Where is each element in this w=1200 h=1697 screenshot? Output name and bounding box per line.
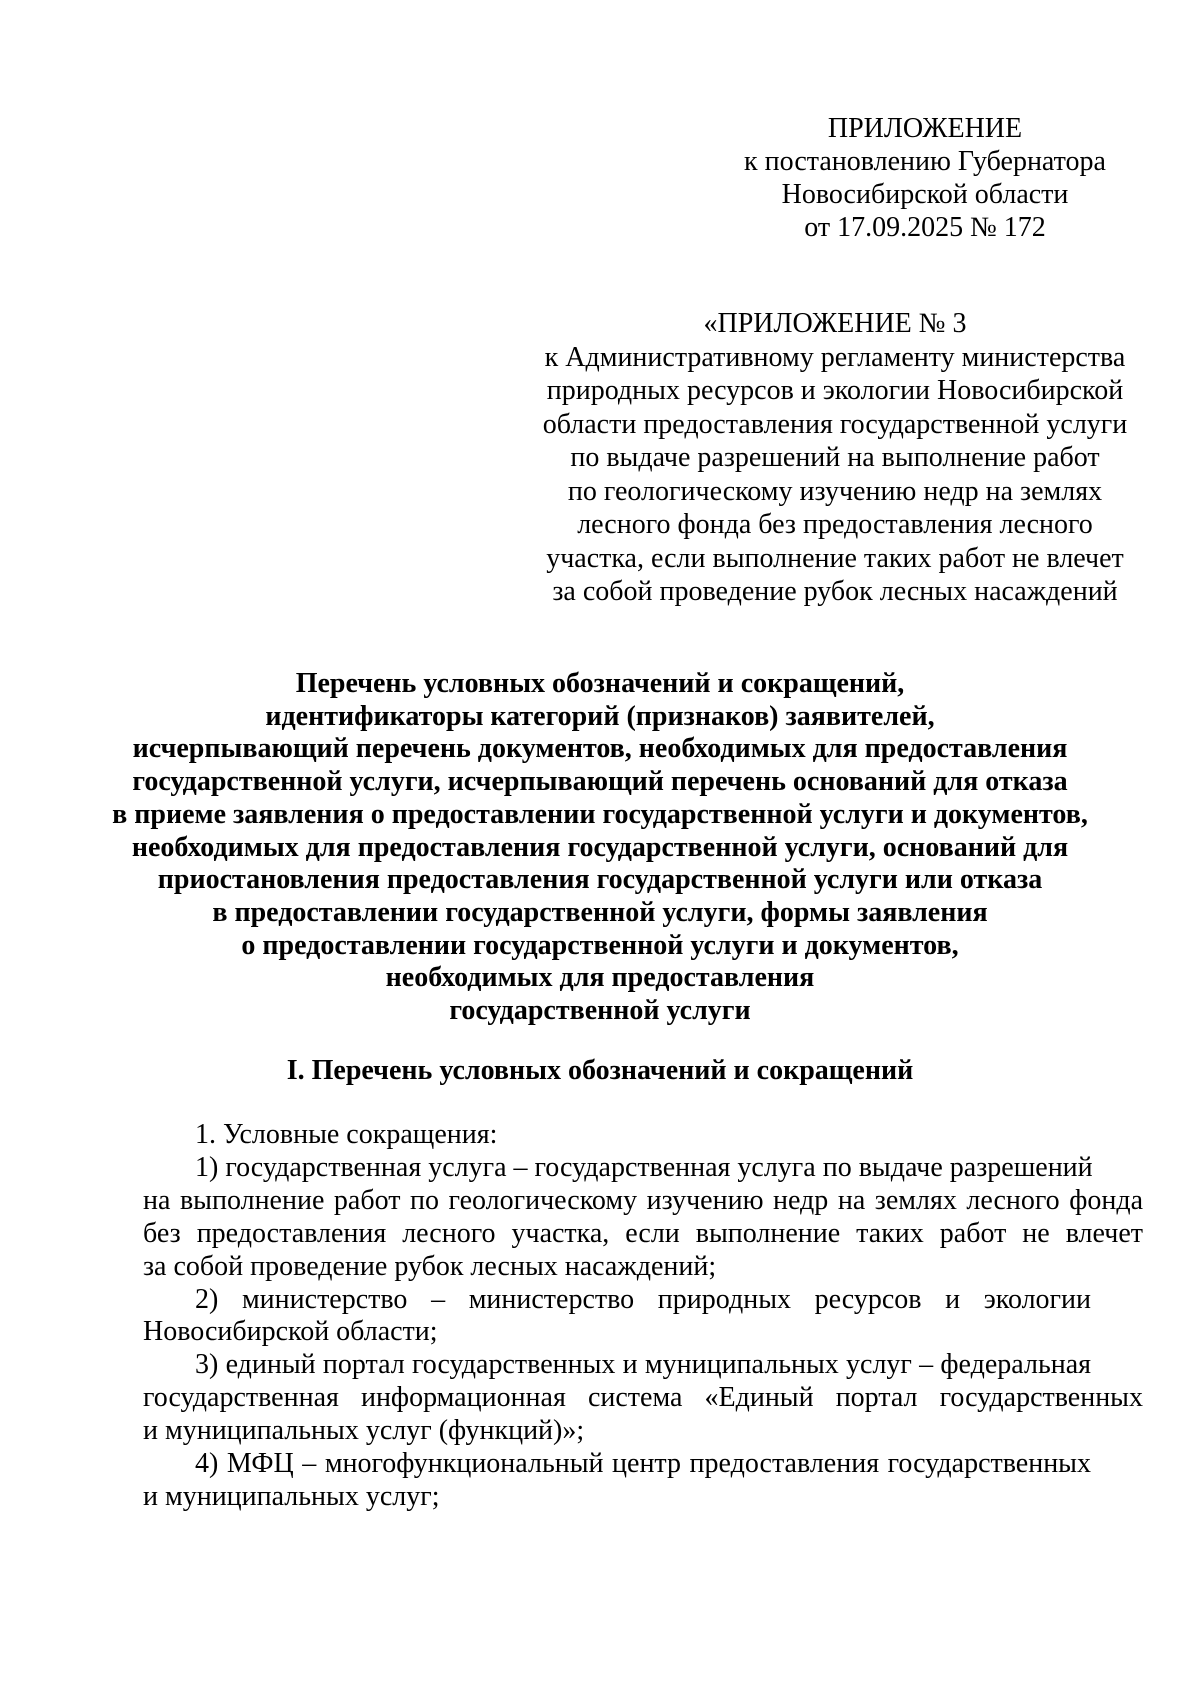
title-line: в предоставлении государственной услуги, формы заявления bbox=[212, 896, 988, 928]
approval-block bbox=[720, 112, 1130, 244]
approval-title: ПРИЛОЖЕНИЕ bbox=[827, 113, 1023, 144]
annex-line: области предоставления государственной услуги bbox=[542, 408, 1128, 440]
approval-line: Новосибирской области bbox=[781, 179, 1069, 210]
title-line: необходимых для предоставления bbox=[385, 962, 815, 994]
item-line: за собой проведение рубок лесных насаждений; bbox=[143, 1250, 717, 1282]
annex-line: к Административному регламенту министерства bbox=[544, 341, 1126, 373]
list-item bbox=[143, 1284, 1143, 1317]
item-line: 4) МФЦ – многофункциональный центр предоставления государственных bbox=[195, 1448, 1091, 1480]
annex-line: за собой проведение рубок лесных насаждений bbox=[552, 576, 1118, 607]
section-body bbox=[143, 1119, 1143, 1514]
list-intro: 1. Условные сокращения: bbox=[195, 1119, 498, 1150]
item-line: без предоставления лесного участка, если выполнение таких работ не влечет bbox=[143, 1217, 1143, 1249]
list-item-continued bbox=[143, 1382, 1143, 1448]
annex-line: по геологическому изучению недр на землях bbox=[567, 475, 1103, 507]
item-line: на выполнение работ по геологическому изучению недр на землях лесного фонда bbox=[143, 1184, 1143, 1216]
annex-line: по выдаче разрешений на выполнение работ bbox=[570, 442, 1100, 473]
list-item-continued bbox=[143, 1316, 1143, 1349]
title-line: Перечень условных обозначений и сокращений, bbox=[295, 668, 905, 699]
approval-line: к постановлению Губернатора bbox=[744, 146, 1106, 177]
title-line: государственной услуги bbox=[449, 995, 751, 1027]
annex-title: «ПРИЛОЖЕНИЕ № 3 bbox=[703, 308, 967, 339]
item-line: 2) министерство – министерство природных ресурсов и экологии bbox=[195, 1283, 1091, 1315]
item-line: Новосибирской области; bbox=[143, 1316, 438, 1348]
list-item bbox=[143, 1448, 1143, 1481]
list-item bbox=[143, 1349, 1143, 1382]
title-line: исчерпывающий перечень документов, необходимых для предоставления bbox=[132, 733, 1068, 765]
title-line: государственной услуги, исчерпывающий перечень оснований для отказа bbox=[132, 766, 1068, 798]
section-heading: I. Перечень условных обозначений и сокращений bbox=[286, 1055, 914, 1086]
annex-line: лесного фонда без предоставления лесного bbox=[577, 509, 1093, 540]
annex-block bbox=[540, 307, 1130, 609]
annex-line: природных ресурсов и экологии Новосибирской bbox=[546, 375, 1124, 406]
item-line: 1) государственная услуга – государственная услуга по выдаче разрешений bbox=[195, 1151, 1093, 1183]
list-item-continued bbox=[143, 1185, 1143, 1284]
title-line: необходимых для предоставления государственной услуги, оснований для bbox=[131, 831, 1069, 863]
item-line: и муниципальных услуг; bbox=[143, 1480, 440, 1512]
approval-date-number: от 17.09.2025 № 172 bbox=[804, 212, 1046, 243]
item-line: и муниципальных услуг (функций)»; bbox=[143, 1415, 585, 1447]
annex-line: участка, если выполнение таких работ не влечет bbox=[546, 542, 1124, 574]
list-item bbox=[143, 1152, 1143, 1185]
item-line: 3) единый портал государственных и муниципальных услуг – федеральная bbox=[195, 1349, 1091, 1381]
title-line: в приеме заявления о предоставлении государственной услуги и документов, bbox=[112, 798, 1088, 830]
title-line: идентификаторы категорий (признаков) заявителей, bbox=[265, 700, 935, 732]
title-line: о предоставлении государственной услуги и документов, bbox=[241, 929, 959, 961]
list-item-continued bbox=[143, 1481, 1143, 1514]
item-line: государственная информационная система «Единый портал государственных bbox=[143, 1382, 1143, 1414]
title-line: приостановления предоставления государственной услуги или отказа bbox=[157, 864, 1043, 896]
document-title bbox=[100, 668, 1100, 1028]
